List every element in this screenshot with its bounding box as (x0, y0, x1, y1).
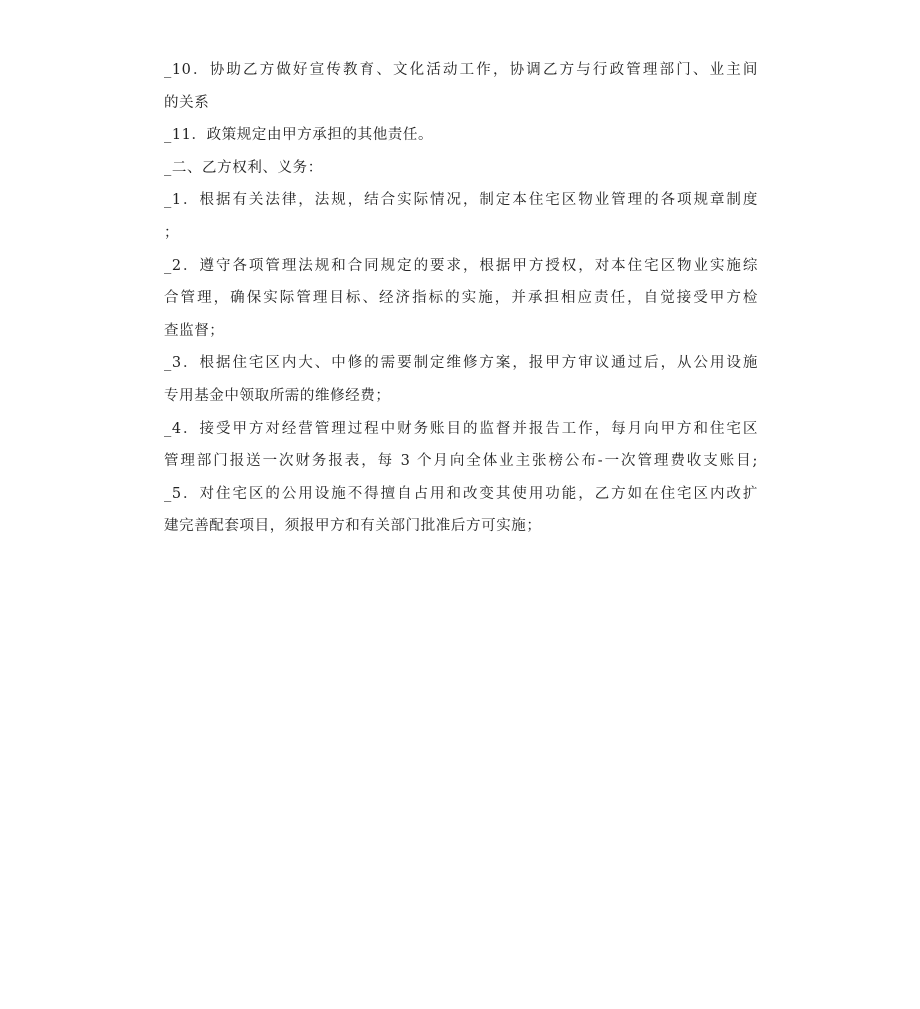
text-line: _5．对住宅区的公用设施不得擅自占用和改变其使用功能，乙方如在住宅区内改扩 (164, 485, 758, 502)
text-line: 合管理，确保实际管理目标、经济指标的实施，并承担相应责任，自觉接受甲方检 (164, 290, 758, 307)
text-line: 查监督； (164, 322, 225, 339)
text-line: 专用基金中领取所需的维修经费； (164, 387, 391, 404)
text-line: _3．根据住宅区内大、中修的需要制定维修方案，报甲方审议通过后，从公用设施 (164, 355, 758, 372)
text-line: _4．接受甲方对经营管理过程中财务账目的监督并报告工作，每月向甲方和住宅区 (164, 420, 758, 437)
text-line: ； (164, 224, 180, 241)
document-body (164, 54, 758, 543)
text-line: _10．协助乙方做好宣传教育、文化活动工作，协调乙方与行政管理部门、业主间 (164, 62, 758, 78)
text-line: _2．遵守各项管理法规和合同规定的要求，根据甲方授权，对本住宅区物业实施综 (164, 257, 758, 274)
text-line: _1．根据有关法律，法规，结合实际情况，制定本住宅区物业管理的各项规章制度 (164, 192, 758, 209)
text-line: _11．政策规定由甲方承担的其他责任。 (164, 127, 434, 144)
section-heading: _二、乙方权利、义务： (164, 159, 323, 176)
text-line: 建完善配套项目，须报甲方和有关部门批准后方可实施； (164, 518, 542, 535)
text-line: 的关系 (164, 94, 210, 111)
text-line: 管理部门报送一次财务报表，每 3 个月向全体业主张榜公布-一次管理费收支账目; (164, 453, 758, 470)
